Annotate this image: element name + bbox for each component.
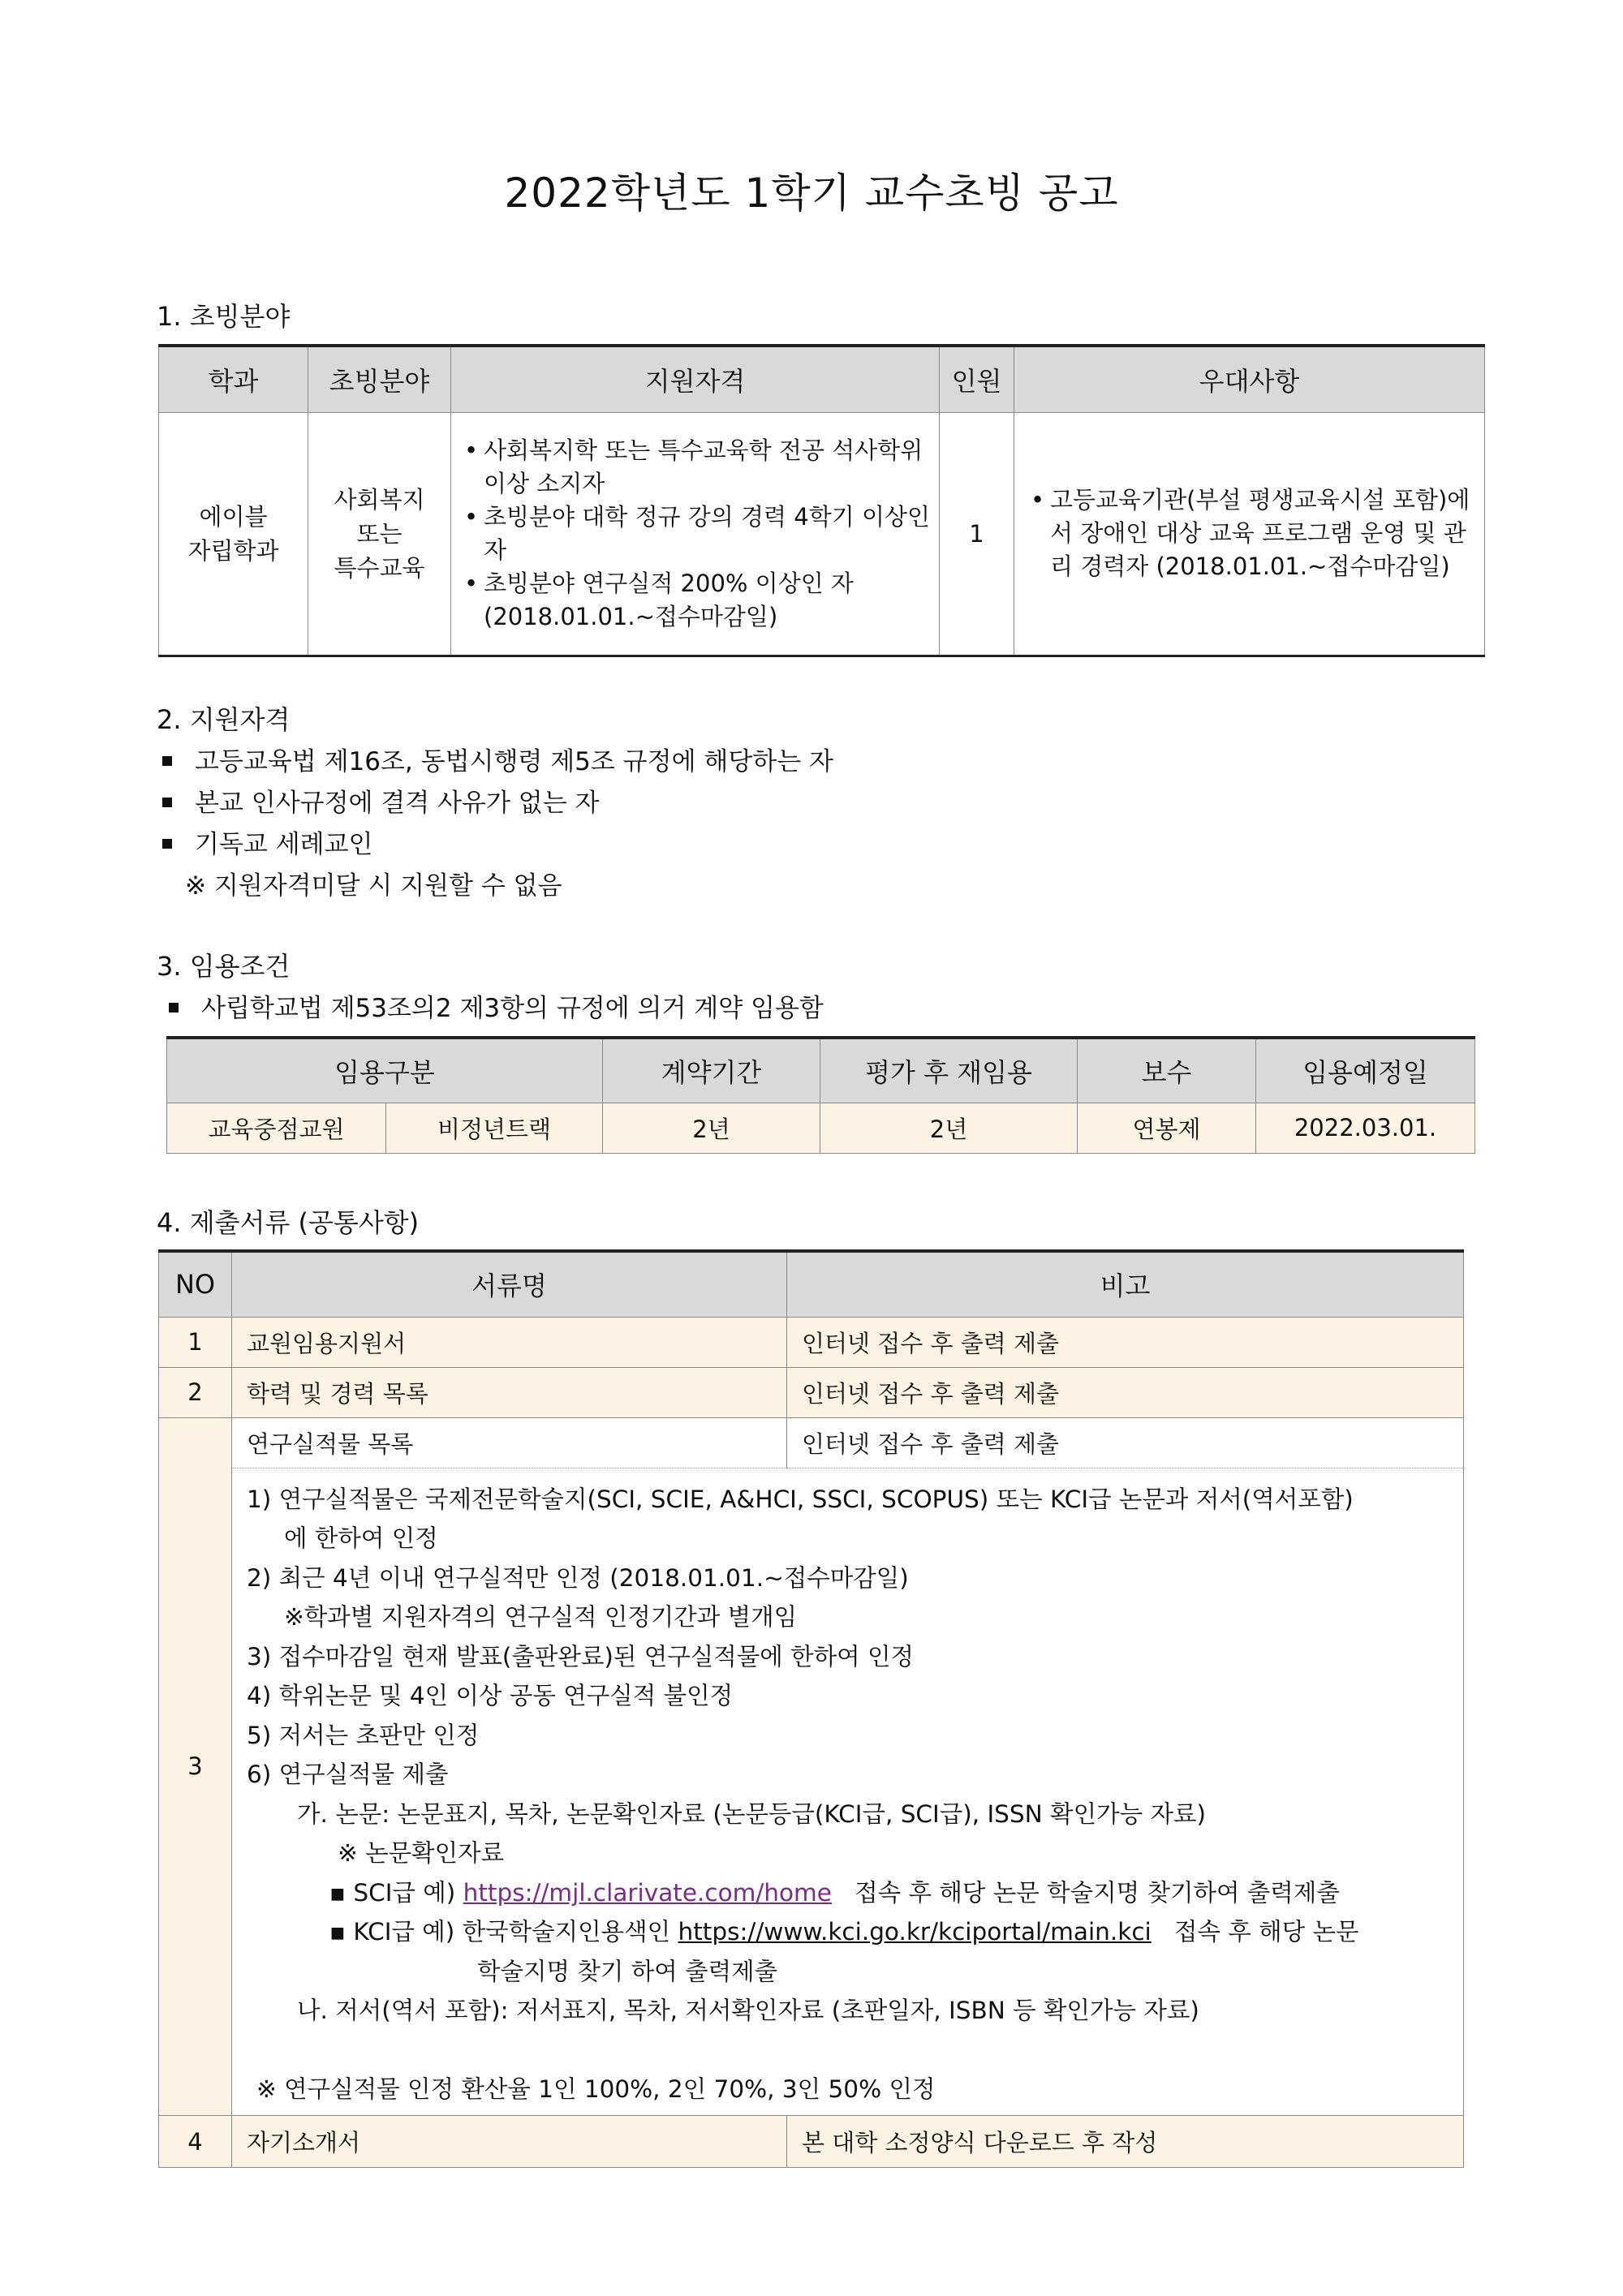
start-date-cell: 2022.03.01. xyxy=(1256,1103,1475,1153)
recruitment-field-table xyxy=(158,344,1485,657)
dept-cell: 에이블 자립학과 xyxy=(159,412,308,656)
eligibility-item: 본교 인사규정에 결격 사유가 없는 자 xyxy=(162,782,599,819)
qualification-item: • 초빙분야 연구실적 200% 이상인 자 (2018.01.01.~접수마감일) xyxy=(458,567,931,634)
eligibility-note: ※ 지원자격미달 시 지원할 수 없음 xyxy=(185,871,562,901)
page-title: 2022학년도 1학기 교수초빙 공고 xyxy=(504,170,1119,217)
header-count: 인원 xyxy=(940,346,1014,412)
header-reappointment: 평가 후 재임용 xyxy=(820,1038,1078,1103)
qualification-item: • 사회복지학 또는 특수교육학 전공 석사학위 이상 소지자 xyxy=(458,434,931,501)
header-start-date: 임용예정일 xyxy=(1256,1038,1475,1103)
track-cell: 비정년트랙 xyxy=(386,1103,603,1153)
eligibility-item: 기독교 세례교인 xyxy=(162,823,372,860)
section-4-heading: 4. 제출서류 (공통사항) xyxy=(157,1207,420,1238)
field-cell: 사회복지 또는 특수교육 xyxy=(308,412,451,656)
preference-item: • 고등교육기관(부설 평생교육시설 포함)에서 장애인 대상 교육 프로그램 운영 및 관리 경력자 (2018.01.01.~접수마감일) xyxy=(1024,484,1473,583)
documents-table xyxy=(158,1249,1464,2168)
header-remarks: 비고 xyxy=(787,1251,1464,1317)
kci-example: ▪ KCI급 예) 한국학술지인용색인 https://www.kci.go.kr/kciportal/main.kci 접속 후 해당 논문 xyxy=(329,1918,1359,1946)
employment-item: 사립학교법 제53조의2 제3항의 규정에 의거 계약 임용함 xyxy=(169,987,824,1024)
header-field: 초빙분야 xyxy=(308,346,451,412)
square-bullet-icon xyxy=(162,756,172,766)
section-3-heading: 3. 임용조건 xyxy=(157,951,291,982)
sci-link[interactable]: https://mjl.clarivate.com/home xyxy=(463,1878,832,1907)
header-salary: 보수 xyxy=(1078,1038,1256,1103)
header-qualifications: 지원자격 xyxy=(451,346,940,412)
research-details: 1) 연구실적물은 국제전문학술지(SCI, SCIE, A&HCI, SSCI, SCOPUS) 또는 KCI급 논문과 저서(역서포함) 에 한하여 인정 2) 최근 4년 이내 연구실적만 인정 (2018.01.01.~접수마감일) ※학과별 지원자격의 연구실적 인정기간과 별개임 3) 접수마감일 현재 발표(출판완료)된 연구실적물에 한하여 인정 4) 학위논문 및 4인 이상 공동 연구실적 불인정 5) 저서는 초판만 인정 6) 연구실적물 제출 가. 논문: 논문표지, 목차, 논문확인자료 (논문등급(KCI급, SCI급), ISSN 확인가능 자료) ※ 논문확인자료 ▪ SCI급 예) https://mjl.clarivate.com/home 접속 후 해당 논문 학술지명 찾기하여 출력제출 ▪ KCI급 예) 한국학술지인용색인 https://www.kci.go.kr/kciportal/main.kci 접속 후 해당 논문 학술지명 찾기 하여 출력제출 나. 저서(역서 포함): 저서표지, 목차, 저서확인자료 (초판일자, ISBN 등 확인가능 자료) ※ 연구실적물 인정 환산율 1인 100%, 2인 70%, 3인 50% 인정 xyxy=(232,1468,1464,2116)
kci-link[interactable]: https://www.kci.go.kr/kciportal/main.kci xyxy=(678,1918,1152,1946)
header-dept: 학과 xyxy=(159,346,308,412)
preferences-cell xyxy=(1014,412,1485,656)
sci-example: ▪ SCI급 예) https://mjl.clarivate.com/home 접속 후 해당 논문 학술지명 찾기하여 출력제출 xyxy=(329,1878,1340,1907)
employment-conditions-table xyxy=(166,1036,1475,1154)
square-bullet-icon xyxy=(162,839,172,849)
employment-type-cell: 교육중점교원 xyxy=(167,1103,386,1153)
square-bullet-icon xyxy=(169,1003,179,1013)
reappointment-cell: 2년 xyxy=(820,1103,1078,1153)
header-employment-type: 임용구분 xyxy=(167,1038,603,1103)
eligibility-item: 고등교육법 제16조, 동법시행령 제5조 규정에 해당하는 자 xyxy=(162,741,833,777)
section-1-heading: 1. 초빙분야 xyxy=(157,301,291,332)
header-document-name: 서류명 xyxy=(232,1251,787,1317)
salary-cell: 연봉제 xyxy=(1078,1103,1256,1153)
table-row: 3 연구실적물 목록 인터넷 접수 후 출력 제출 xyxy=(159,1417,1464,1468)
qualifications-cell xyxy=(451,412,940,656)
table-row: 4 자기소개서 본 대학 소정양식 다운로드 후 작성 xyxy=(159,2116,1464,2168)
header-no: NO xyxy=(159,1251,232,1317)
table-row: 1 교원임용지원서 인터넷 접수 후 출력 제출 xyxy=(159,1317,1464,1367)
count-cell: 1 xyxy=(940,412,1014,656)
contract-period-cell: 2년 xyxy=(603,1103,820,1153)
qualification-item: • 초빙분야 대학 정규 강의 경력 4학기 이상인 자 xyxy=(458,501,931,567)
header-preferences: 우대사항 xyxy=(1014,346,1485,412)
square-bullet-icon xyxy=(162,798,172,807)
section-2-heading: 2. 지원자격 xyxy=(157,704,291,735)
header-contract-period: 계약기간 xyxy=(603,1038,820,1103)
table-row: 2 학력 및 경력 목록 인터넷 접수 후 출력 제출 xyxy=(159,1367,1464,1417)
